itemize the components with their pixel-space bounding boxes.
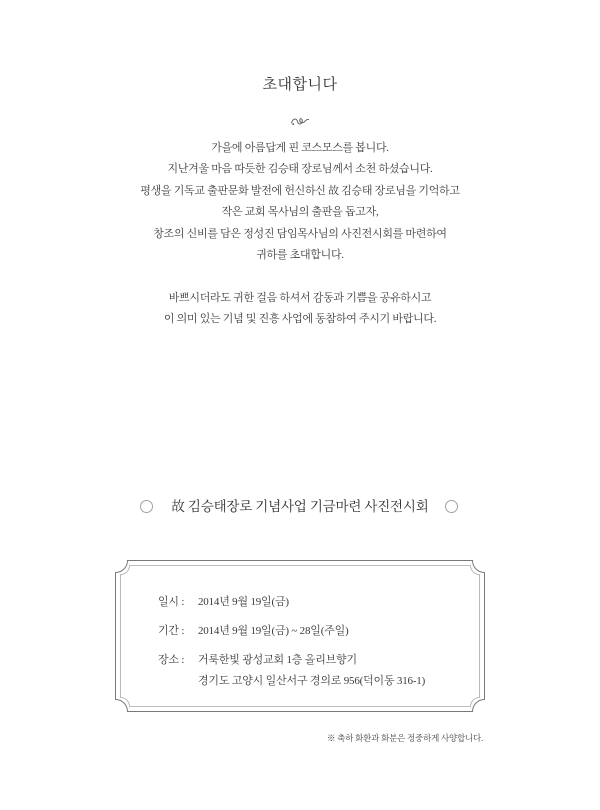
body-line: 작은 교회 목사님의 출판을 돕고자, (221, 206, 379, 219)
flourish-dot (292, 123, 294, 125)
circle-icon (445, 500, 458, 513)
body-line: 가을에 아름답게 핀 코스모스를 봅니다. (211, 142, 389, 154)
body-line: 지난겨울 마음 따듯한 김승태 장로님께서 소천 하셨습니다. (167, 163, 433, 176)
venue-name: 거룩한빛 광성교회 1층 올리브향기 (198, 654, 357, 666)
period-label: 기간 : (158, 625, 185, 637)
invitation-title: 초대합니다 (262, 77, 338, 93)
venue-address: 경기도 고양시 일산서구 경의로 956(덕이동 316-1) (198, 675, 426, 687)
body-line: 귀하를 초대합니다. (256, 248, 344, 261)
venue-label: 장소 : (158, 654, 185, 666)
period-value: 2014년 9월 19일(금) ~ 28일(주일) (198, 625, 349, 637)
flourish-stroke (292, 119, 309, 124)
body-line: 창조의 신비를 담은 정성진 담임목사님의 사진전시회를 마련하여 (153, 227, 447, 240)
date-label: 일시 : (158, 596, 185, 608)
notice-text: ※ 축하 화환과 화분은 정중하게 사양합니다. (326, 733, 483, 743)
event-title: 故 김승태장로 기념사업 기금마련 사진전시회 (171, 499, 429, 514)
invitation-body (0, 138, 600, 266)
invitation-closing (0, 288, 600, 331)
closing-line: 이 의미 있는 기념 및 진흥 사업에 동참하여 주시기 바랍니다. (163, 313, 437, 326)
closing-line: 바쁘시더라도 귀한 걸음 하셔서 감동과 기쁨을 공유하시고 (168, 292, 432, 304)
body-line: 평생을 기독교 출판문화 발전에 헌신하신 故 김승태 장로님을 기억하고 (140, 184, 460, 197)
flourish-icon (290, 114, 310, 128)
date-value: 2014년 9월 19일(금) (198, 596, 289, 608)
